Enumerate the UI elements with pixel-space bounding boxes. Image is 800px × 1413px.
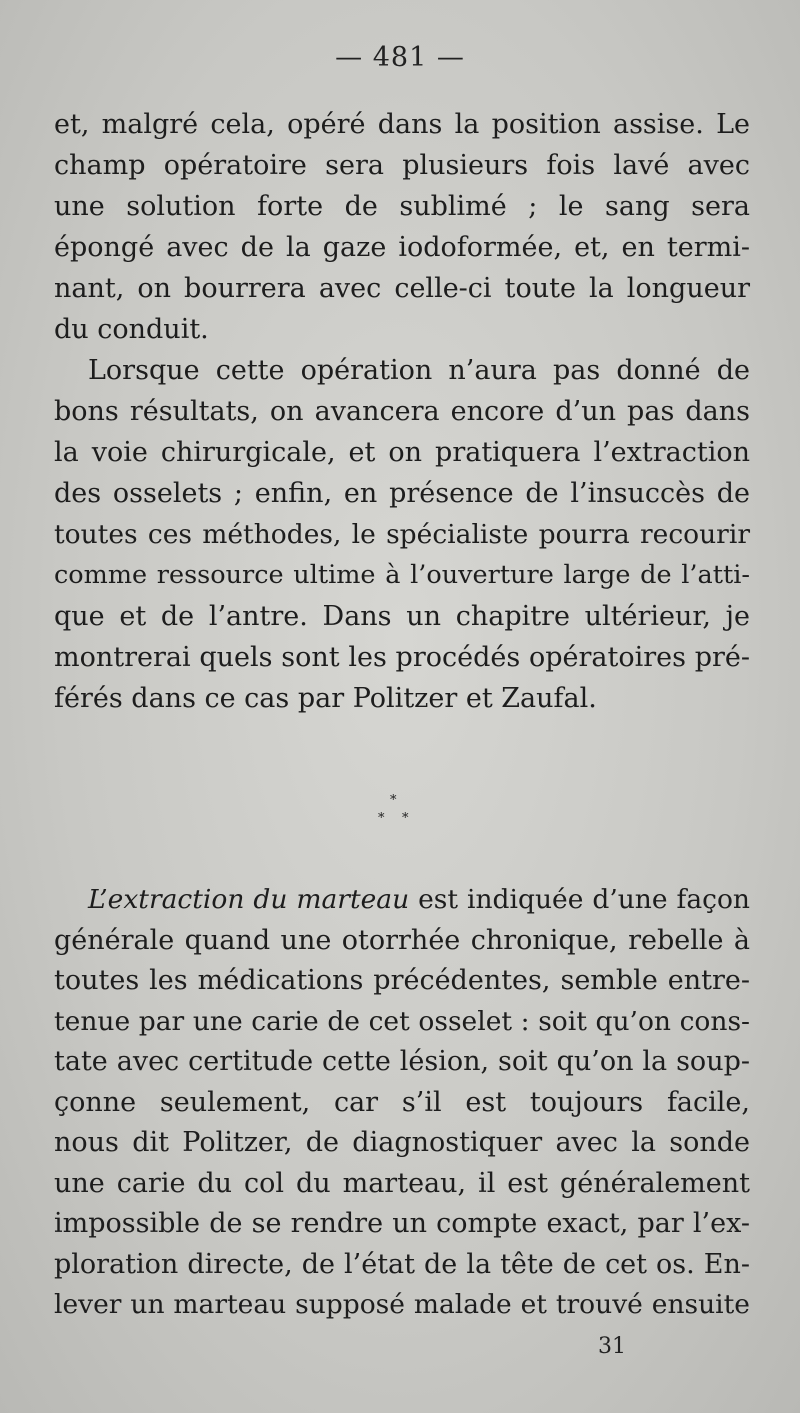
text-line: toutes ces méthodes, le spécialiste pourra recourir [54, 519, 750, 550]
text-line: tenue par une carie de cet osselet : soit qu’on cons- [54, 1005, 750, 1037]
text-line: et, malgré cela, opéré dans la position assise. Le [54, 109, 750, 140]
section-separator-asterism [372, 794, 422, 834]
paragraph-continuation [54, 104, 750, 350]
text-fragment: est indiquée d’une façon [409, 884, 750, 915]
text-line: épongé avec de la gaze iodoformée, et, en termi- [54, 232, 750, 263]
italic-term: L’extraction du marteau [88, 884, 410, 915]
asterisk-icon: * [402, 811, 409, 826]
text-line: générale quand une otorrhée chronique, rebelle à [54, 924, 750, 956]
signature-mark: 31 [598, 1334, 626, 1359]
text-line: tate avec certitude cette lésion, soit qu’on la soup- [54, 1046, 750, 1077]
text-line: lever un marteau supposé malade et trouvé ensuite [54, 1289, 750, 1320]
text-line: une solution forte de sublimé ; le sang sera [54, 191, 750, 222]
text-line: Lorsque cette opération n’aura pas donné de [88, 355, 750, 386]
text-line: la voie chirurgicale, et on pratiquera l’extraction [54, 437, 750, 468]
text-line: toutes les médications précédentes, semble entre- [54, 965, 750, 996]
text-line-first [54, 880, 750, 921]
text-line: des osselets ; enfin, en présence de l’insuccès de [54, 478, 750, 509]
text-line: comme ressource ultime à l’ouverture large de l’atti- [54, 560, 750, 590]
text-line: çonne seulement, car s’il est toujours facile, [54, 1086, 750, 1118]
paragraph-surgical-options [54, 350, 750, 719]
text-line: ploration directe, de l’état de la tête de cet os. En- [54, 1248, 750, 1280]
asterisk-icon: * [378, 811, 385, 826]
text-line: bons résultats, on avancera encore d’un pas dans [54, 396, 750, 427]
text-line: montrerai quels sont les procédés opératoires pré- [54, 642, 750, 673]
text-line: impossible de se rendre un compte exact, par l’ex- [54, 1208, 750, 1239]
text-line: que et de l’antre. Dans un chapitre ultérieur, je [54, 601, 750, 632]
text-line: champ opératoire sera plusieurs fois lavé avec [54, 150, 750, 181]
text-line: une carie du col du marteau, il est généralement [54, 1167, 750, 1199]
text-line: du conduit. [54, 314, 209, 345]
text-line: nant, on bourrera avec celle-ci toute la longueur [54, 273, 750, 304]
asterisk-icon: * [390, 793, 397, 808]
page-number: — 481 — [335, 42, 465, 73]
text-line: nous dit Politzer, de diagnostiquer avec la sonde [54, 1127, 750, 1158]
text-line: férés dans ce cas par Politzer et Zaufal. [54, 683, 597, 714]
paragraph-malleus-extraction [54, 880, 750, 1326]
